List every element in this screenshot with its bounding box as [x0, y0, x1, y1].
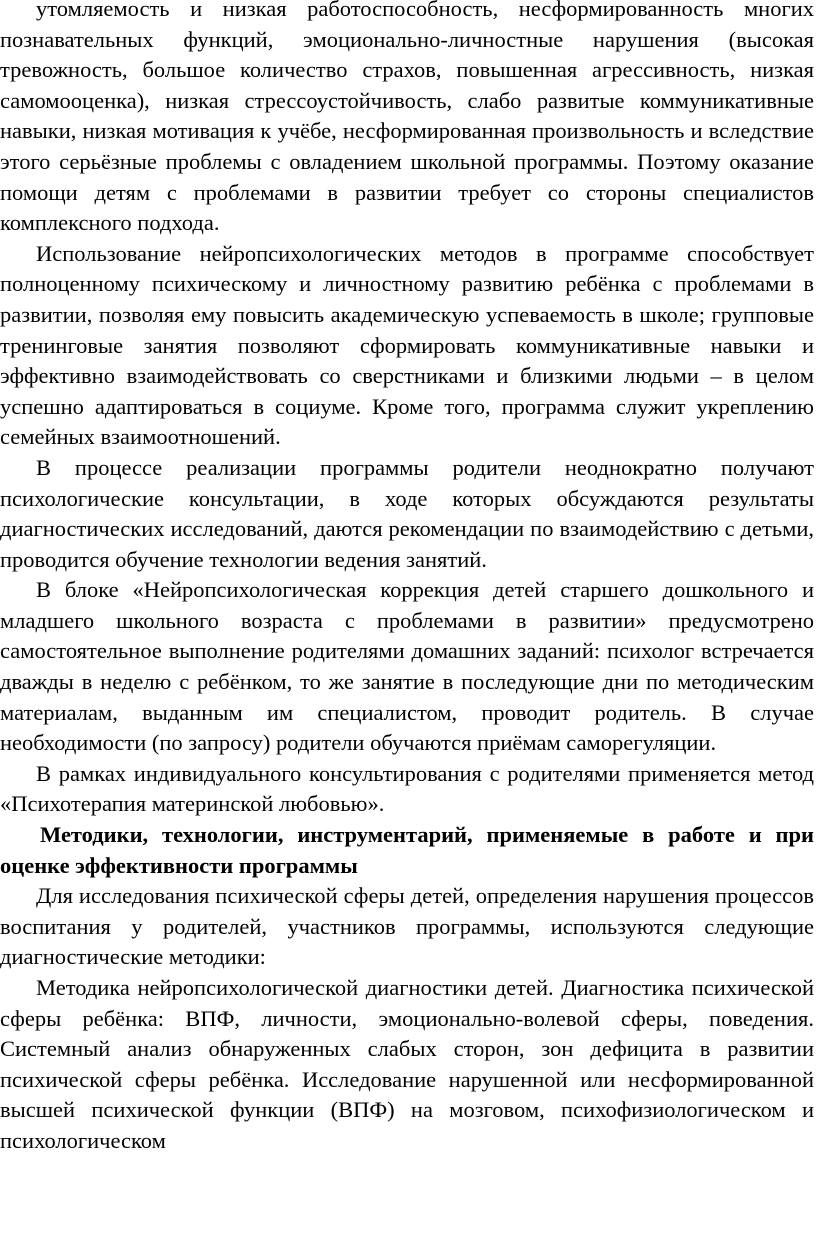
- section-heading: Методики, технологии, инструментарий, применяемые в работе и при оценке эффективности программы: [0, 822, 814, 878]
- paragraph-1: утомляемость и низкая работоспособность, несформированность многих познавательных функций, эмоционально-личностные нарушения (высокая тревожность, большое количество страхов, повышенная агрессивность, низкая самомооценка), низкая стрессоустойчивость, слабо развитые коммуникативные навыки, низкая мотивация к учёбе, несформированная произвольность и вследствие этого серьёзные проблемы с овладением школьной программы. Поэтому оказание помощи детям с проблемами в развитии требует со стороны специалистов комплексного подхода.: [0, 0, 814, 236]
- paragraph-5: В рамках индивидуального консультирования с родителями применяется метод «Психотерапия материнской любовью».: [0, 760, 814, 817]
- paragraph-3: В процессе реализации программы родители неоднократно получают психологические консультации, в ходе которых обсуждаются результаты диагностических исследований, даются рекомендации по взаимодействию с детьми, проводится обучение технологии ведения занятий.: [0, 454, 814, 572]
- paragraph-4: В блоке «Нейропсихологическая коррекция детей старшего дошкольного и младшего школьного возраста с проблемами в развитии» предусмотрено самостоятельное выполнение родителями домашних заданий: психолог встречается дважды в неделю с ребёнком, то же занятие в последующие дни по методическим материалам, выданным им специалистом, проводит родитель. В случае необходимости (по запросу) родители обучаются приёмам саморегуляции.: [0, 577, 814, 756]
- paragraph-6: Для исследования психической сферы детей, определения нарушения процессов воспитания у родителей, участников программы, используются следующие диагностические методики:: [0, 883, 814, 970]
- paragraph-7: Методика нейропсихологической диагностики детей. Диагностика психической сферы ребёнка: ВПФ, личности, эмоционально-волевой сферы, поведения. Системный анализ обнаруженных слабых сторон, зон дефицита в развитии психической сферы ребёнка. Исследование нарушенной или несформированной высшей психической функции (ВПФ) на мозговом, психофизиологическом и психологическом: [0, 975, 814, 1153]
- paragraph-2: Использование нейропсихологических методов в программе способствует полноценному психическому и личностному развитию ребёнка с проблемами в развитии, позволяя ему повысить академическую успеваемость в школе; групповые тренинговые занятия позволяют сформировать коммуникативные навыки и эффективно взаимодействовать со сверстниками и близкими людьми – в целом успешно адаптироваться в социуме. Кроме того, программа служит укреплению семейных взаимоотношений.: [0, 240, 814, 450]
